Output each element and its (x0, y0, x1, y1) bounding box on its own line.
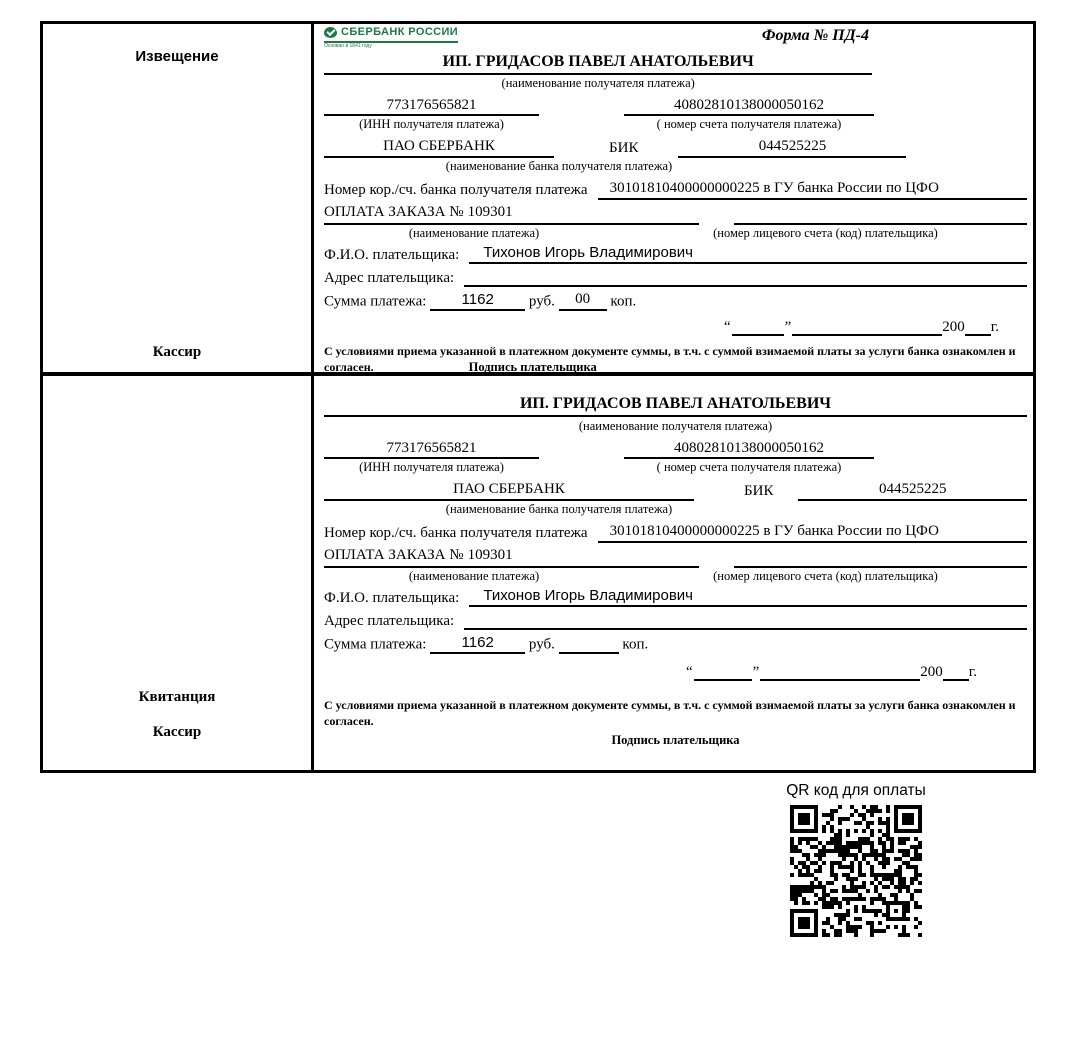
date-quote-close: ” (752, 663, 760, 680)
amount-label: Сумма платежа: (324, 636, 427, 653)
amount-rub-value: 1162 (430, 290, 525, 311)
date-quote-open: “ (685, 663, 693, 680)
bik-value: 044525225 (798, 480, 1027, 501)
payer-address-label: Адрес плательщика: (324, 612, 455, 629)
payment-captions-row (324, 226, 1027, 242)
pd4-form-table (40, 21, 1036, 773)
order-number-value: 109301 (467, 547, 513, 564)
payment-caption: (наименование платежа) (408, 568, 540, 583)
date-year-blank (965, 316, 991, 336)
payment-purpose (324, 546, 699, 568)
bank-name-value: ПАО СБЕРБАНК (324, 137, 554, 158)
notice-header-row (324, 26, 1027, 52)
inn-account-captions (324, 460, 1027, 476)
notice-left-cell (43, 24, 314, 372)
bank-caption: (наименование банка получателя платежа) (445, 158, 673, 173)
personal-account-field (734, 204, 1027, 225)
qr-block (772, 782, 940, 937)
date-row (324, 316, 1027, 336)
payer-address-field (464, 266, 1027, 287)
notice-body (314, 24, 1033, 375)
payment-purpose-label: ОПЛАТА ЗАКАЗА № (324, 547, 464, 564)
inn-value: 773176565821 (324, 439, 539, 460)
payer-name-row (324, 587, 1027, 608)
signature-label: Подпись плательщика (468, 360, 597, 375)
personal-account-caption: (номер лицевого счета (код) плательщика) (713, 225, 938, 240)
inn-value: 773176565821 (324, 96, 539, 117)
inn-account-captions (324, 117, 1027, 133)
corr-account-label: Номер кор./сч. банка получателя платежа (324, 525, 588, 542)
payment-purpose-row (324, 203, 1027, 225)
payment-purpose (324, 203, 699, 225)
sberbank-logo (324, 26, 458, 49)
inn-caption: (ИНН получателя платежа) (359, 117, 504, 132)
amount-rub-value: 1162 (430, 633, 525, 654)
agreement-block (324, 343, 1027, 376)
corr-account-label: Номер кор./сч. банка получателя платежа (324, 182, 588, 199)
receipt-label: Квитанция (138, 689, 216, 705)
date-day-blank (694, 661, 752, 681)
notice-cashier-label: Кассир (152, 344, 202, 360)
recipient-caption: (наименование получателя платежа) (501, 76, 695, 90)
bank-row (324, 137, 1027, 158)
corr-account-row (324, 522, 1027, 543)
receipt-cashier-label: Кассир (152, 724, 202, 740)
bik-value: 044525225 (678, 137, 906, 158)
payer-name-label: Ф.И.О. плательщика: (324, 589, 460, 606)
notice-label: Извещение (135, 48, 219, 65)
amount-kop-blank (559, 633, 619, 654)
receipt-body (314, 376, 1033, 770)
payment-purpose-label: ОПЛАТА ЗАКАЗА № (324, 204, 464, 221)
date-day-blank (732, 316, 784, 336)
receipt-section (43, 372, 1033, 770)
account-value: 40802810138000050162 (624, 96, 874, 117)
recipient-name: ИП. ГРИДАСОВ ПАВЕЛ АНАТОЛЬЕВИЧ (324, 394, 1027, 417)
corr-account-value: 30101810400000000225 в ГУ банка России по ЦФО (598, 179, 1027, 200)
personal-account-field (734, 547, 1027, 568)
kop-label: коп. (622, 636, 649, 653)
date-year-blank (943, 661, 969, 681)
sberbank-logo-subtext: Основан в 1841 году (324, 42, 372, 49)
payment-captions-row (324, 569, 1027, 585)
date-row (324, 661, 1027, 681)
agreement-text: С условиями приема указанной в платежном документе суммы, в т.ч. с суммой взимаемой платы за услуги банка ознакомлен и согласен. (324, 344, 1016, 375)
sberbank-logo-text: СБЕРБАНК РОССИИ (341, 26, 459, 38)
account-caption: ( номер счета получателя платежа) (656, 460, 842, 475)
receipt-left-cell (43, 376, 314, 770)
amount-row (324, 290, 1027, 311)
payer-address-row (324, 609, 1027, 630)
agreement-block (324, 697, 1027, 729)
bik-label: БИК (609, 140, 639, 156)
corr-account-value: 30101810400000000225 в ГУ банка России по ЦФО (598, 522, 1027, 543)
corr-account-row (324, 179, 1027, 200)
qr-caption: QR код для оплаты (786, 782, 926, 799)
payer-name-value: Тихонов Игорь Владимирович (469, 244, 1027, 265)
bank-caption: (наименование банка получателя платежа) (445, 501, 673, 516)
bik-label: БИК (744, 483, 774, 499)
recipient-caption: (наименование получателя платежа) (578, 419, 773, 433)
date-year-suffix: г. (968, 663, 977, 680)
notice-section (43, 24, 1033, 375)
signature-label: Подпись плательщика (611, 732, 740, 747)
payer-address-label: Адрес плательщика: (324, 269, 455, 286)
amount-kop-value: 00 (559, 290, 607, 311)
sberbank-logo-icon (324, 27, 337, 38)
form-number: Форма № ПД-4 (761, 27, 869, 44)
amount-row (324, 633, 1027, 654)
recipient-name: ИП. ГРИДАСОВ ПАВЕЛ АНАТОЛЬЕВИЧ (324, 52, 872, 75)
order-number-value: 109301 (467, 204, 513, 221)
payment-purpose-row (324, 546, 1027, 568)
account-value: 40802810138000050162 (624, 439, 874, 460)
date-month-blank (792, 316, 942, 336)
payer-address-field (464, 609, 1027, 630)
date-quote-close: ” (784, 318, 792, 335)
payer-name-value: Тихонов Игорь Владимирович (469, 587, 1027, 608)
payer-name-label: Ф.И.О. плательщика: (324, 246, 460, 263)
rub-label: руб. (528, 293, 555, 310)
kop-label: коп. (610, 293, 637, 310)
sberbank-logo-top (324, 26, 458, 43)
payment-caption: (наименование платежа) (408, 225, 540, 240)
payer-name-row (324, 244, 1027, 265)
date-year-prefix: 200 (942, 318, 965, 335)
date-quote-open: “ (723, 318, 731, 335)
date-month-blank (760, 661, 920, 681)
inn-account-row (324, 439, 1027, 460)
qr-code (790, 805, 922, 937)
date-year-suffix: г. (990, 318, 999, 335)
rub-label: руб. (528, 636, 555, 653)
inn-account-row (324, 96, 1027, 117)
inn-caption: (ИНН получателя платежа) (359, 460, 504, 475)
bank-row (324, 480, 1027, 501)
agreement-text: С условиями приема указанной в платежном документе суммы, в т.ч. с суммой взимаемой платы за услуги банка ознакомлен и согласен. (324, 698, 1016, 729)
bank-name-value: ПАО СБЕРБАНК (324, 480, 694, 501)
account-caption: ( номер счета получателя платежа) (656, 117, 842, 132)
personal-account-caption: (номер лицевого счета (код) плательщика) (713, 568, 938, 583)
amount-label: Сумма платежа: (324, 293, 427, 310)
date-year-prefix: 200 (920, 663, 943, 680)
payer-address-row (324, 266, 1027, 287)
